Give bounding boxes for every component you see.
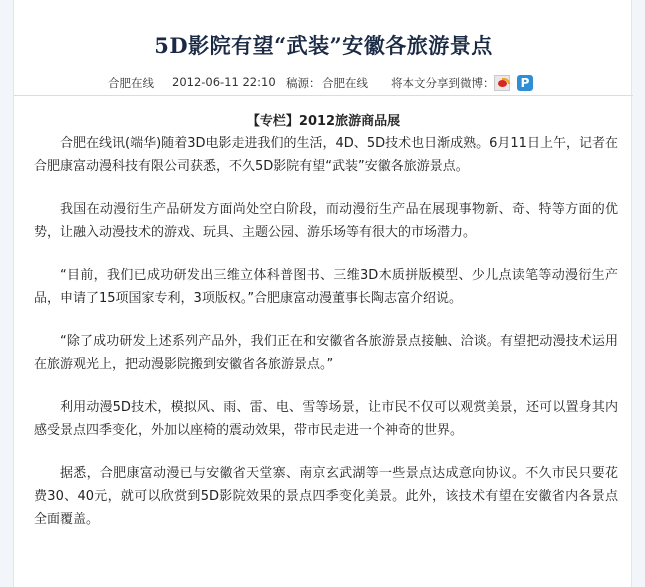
- meta-origin: 合肥在线: [322, 76, 368, 90]
- paragraph: “除了成功研发上述系列产品外，我们正在和安徽省各旅游景点接触、洽谈。有望把动漫技术运用在旅游观光上，把动漫影院搬到安徽省各旅游景点。”: [34, 334, 618, 372]
- meta-datetime: 2012-06-11 22:10: [172, 75, 276, 89]
- article-page: [13, 0, 632, 587]
- meta-source: 合肥在线: [108, 76, 154, 90]
- article-body: [34, 132, 618, 551]
- meta-share-label: 将本文分享到微博：: [391, 76, 495, 90]
- paragraph: “目前，我们已成功研发出三维立体科普图书、三维3D木质拼版模型、少儿点读笔等动漫衍生产品，申请了15项国家专利，3项版权。”合肥康富动漫董事长陶志富介绍说。: [34, 268, 618, 306]
- paragraph: 我国在动漫衍生产品研发方面尚处空白阶段，而动漫衍生产品在展现事物新、奇、特等方面的优势，让融入动漫技术的游戏、玩具、主题公园、游乐场等有很大的市场潜力。: [34, 202, 618, 240]
- paragraph: 合肥在线讯(端华)随着3D电影走进我们的生活，4D、5D技术也日渐成熟。6月11日上午，记者在合肥康富动漫科技有限公司获悉，不久5D影院有望“武装”安徽各旅游景点。: [34, 136, 618, 174]
- sina-weibo-icon[interactable]: [494, 75, 510, 91]
- paragraph: 据悉，合肥康富动漫已与安徽省天堂寨、南京玄武湖等一些景点达成意向协议。不久市民只要花费30、40元，就可以欣赏到5D影院效果的景点四季变化美景。此外，该技术有望在安徽省内各景点全面覆盖。: [34, 466, 618, 527]
- article-title: 5D影院有望“武装”安徽各旅游景点: [154, 33, 493, 58]
- column-link[interactable]: 【专栏】2012旅游商品展: [246, 114, 401, 129]
- tencent-weibo-icon[interactable]: P: [517, 75, 533, 91]
- meta-origin-label: 稿源：: [286, 76, 321, 90]
- article-meta: [14, 72, 633, 96]
- paragraph: 利用动漫5D技术，模拟风、雨、雷、电、雪等场景，让市民不仅可以观赏美景，还可以置身其内感受景点四季变化，外加以座椅的震动效果，带市民走进一个神奇的世界。: [34, 400, 618, 438]
